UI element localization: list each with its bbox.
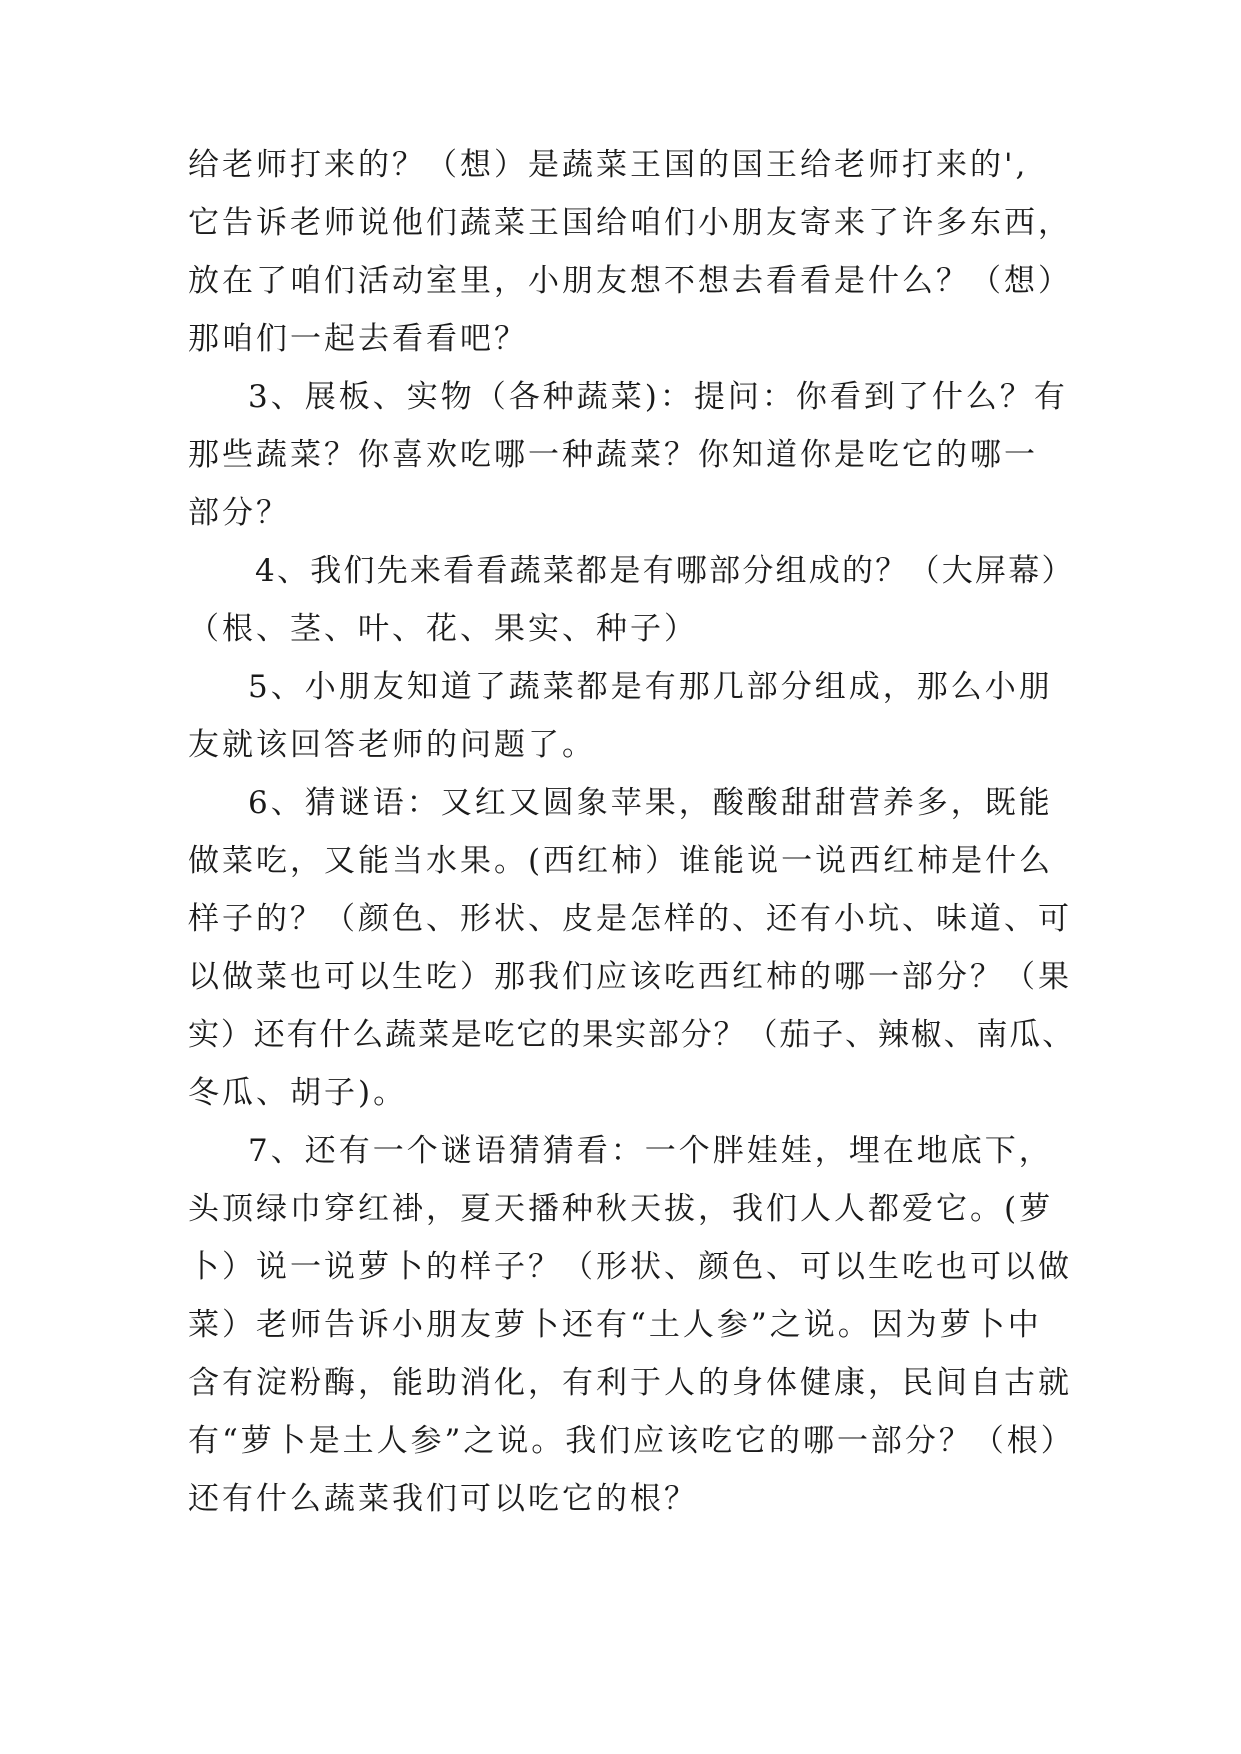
text-line-21: 菜）老师告诉小朋友萝卜还有“土人参”之说。因为萝卜中 <box>188 1307 1042 1343</box>
text-line-4: 那咱们一起去看看吧？ <box>188 321 528 357</box>
text-line-2: 它告诉老师说他们蔬菜王国给咱们小朋友寄来了许多东西， <box>188 205 1072 241</box>
text-line-24: 还有什么蔬菜我们可以吃它的根？ <box>188 1481 698 1517</box>
text-line-12: 6、猜谜语：又红又圆象苹果，酸酸甜甜营养多，既能 <box>248 785 1053 821</box>
text-line-13: 做菜吃，又能当水果。(西红柿）谁能说一说西红柿是什么 <box>188 843 1054 879</box>
text-line-18: 7、还有一个谜语猜猜看：一个胖娃娃，埋在地底下， <box>248 1133 1053 1169</box>
text-line-3: 放在了咱们活动室里，小朋友想不想去看看是什么？（想） <box>188 263 1072 299</box>
text-line-7: 部分？ <box>188 495 290 531</box>
text-line-16: 实）还有什么蔬菜是吃它的果实部分？（茄子、辣椒、南瓜、 <box>188 1017 1075 1053</box>
text-line-19: 头顶绿巾穿红褂，夏天播种秋天拔，我们人人都爱它。(萝 <box>188 1191 1054 1227</box>
text-line-22: 含有淀粉酶，能助消化，有利于人的身体健康，民间自古就 <box>188 1365 1072 1401</box>
text-line-15: 以做菜也可以生吃）那我们应该吃西红柿的哪一部分？（果 <box>188 959 1072 995</box>
text-line-23: 有“萝卜是土人参”之说。我们应该吃它的哪一部分？（根） <box>188 1423 1075 1459</box>
text-line-6: 那些蔬菜？你喜欢吃哪一种蔬菜？你知道你是吃它的哪一 <box>188 437 1038 473</box>
text-line-1: 给老师打来的？（想）是蔬菜王国的国王给老师打来的', <box>188 147 1029 183</box>
text-line-11: 友就该回答老师的问题了。 <box>188 727 596 763</box>
text-line-14: 样子的？（颜色、形状、皮是怎样的、还有小坑、味道、可 <box>188 901 1072 937</box>
text-line-8: 4、我们先来看看蔬菜都是有哪部分组成的？（大屏幕） <box>255 553 1075 589</box>
text-line-9: （根、茎、叶、花、果实、种子） <box>188 611 698 647</box>
text-line-5: 3、展板、实物（各种蔬菜)：提问：你看到了什么？有 <box>248 379 1068 415</box>
text-line-17: 冬瓜、胡子)。 <box>188 1075 408 1111</box>
text-line-20: 卜）说一说萝卜的样子？（形状、颜色、可以生吃也可以做 <box>188 1249 1072 1285</box>
text-line-10: 5、小朋友知道了蔬菜都是有那几部分组成，那么小朋 <box>248 669 1053 705</box>
